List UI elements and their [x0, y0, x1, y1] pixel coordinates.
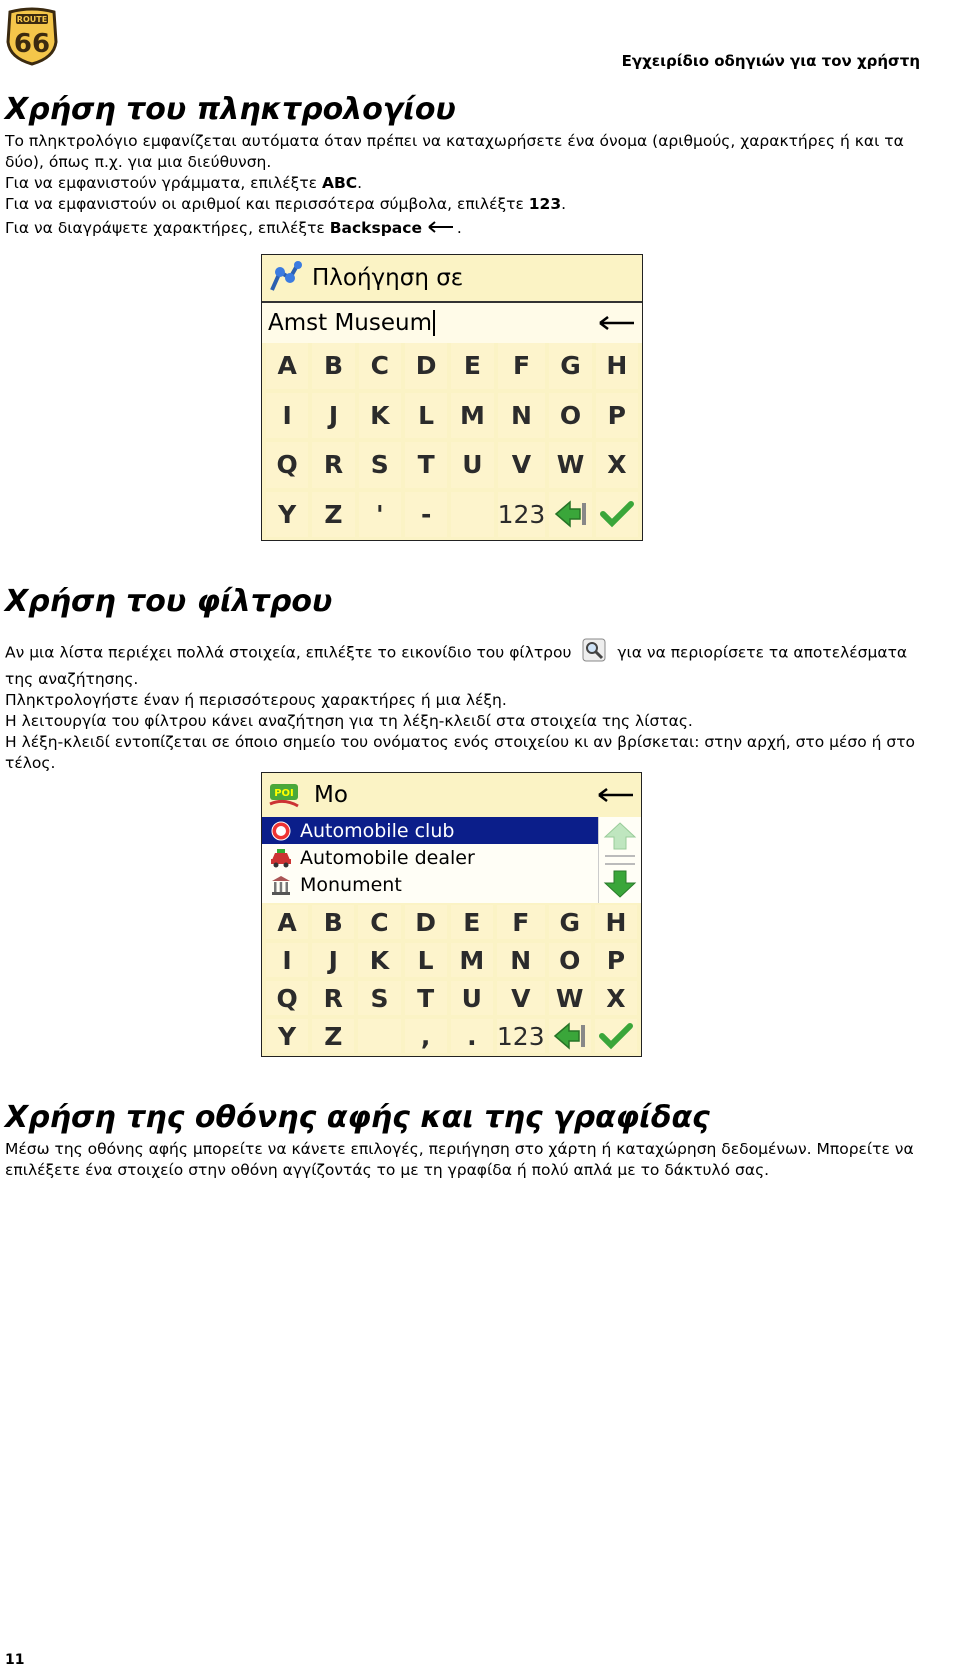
s1-paragraph-3: Για να εμφανιστούν οι αριθμοί και περισσότερα σύμβολα, επιλέξτε 123. [5, 195, 567, 213]
screen1-input-row [262, 303, 642, 343]
numbers-key[interactable]: 123 [498, 492, 546, 538]
key-h[interactable]: H [595, 905, 637, 939]
key-p[interactable]: P [595, 943, 637, 977]
screen1-input[interactable]: Amst Museum [262, 310, 435, 337]
s1-paragraph-4: Για να διαγράψετε χαρακτήρες, επιλέξτε Backspace . [5, 219, 462, 237]
key-c[interactable]: C [359, 343, 401, 389]
key-a[interactable]: A [266, 343, 308, 389]
heading-keyboard: Χρήση του πληκτρολογίου [5, 92, 456, 127]
key-i[interactable]: I [266, 393, 308, 439]
key-symbol[interactable]: - [405, 492, 447, 538]
key-b[interactable]: B [312, 905, 354, 939]
s1-paragraph-2: Για να εμφανιστούν γράμματα, επιλέξτε ABC. [5, 174, 363, 192]
key-v[interactable]: V [497, 981, 545, 1015]
key-t[interactable]: T [405, 442, 447, 488]
numbers-key[interactable]: 123 [497, 1019, 545, 1053]
key-k[interactable]: K [359, 393, 401, 439]
abc-back-key[interactable] [549, 1019, 591, 1053]
s2-paragraph-2: Πληκτρολογήστε έναν ή περισσότερους χαρακτήρες ή μια λέξη. [5, 691, 507, 709]
key-d[interactable]: D [405, 343, 447, 389]
screen2-input-row [262, 773, 641, 819]
filter-screen [261, 772, 642, 1057]
section1-text [5, 131, 920, 239]
s2-paragraph-1: Αν μια λίστα περιέχει πολλά στοιχεία, επιλέξτε το εικονίδιο του φίλτρου για να περιορίσετε τα αποτελέσματα της αναζήτησης. [5, 637, 920, 690]
key-m[interactable]: M [451, 943, 493, 977]
key-s[interactable]: S [359, 442, 401, 488]
key-h[interactable]: H [596, 343, 638, 389]
abc-back-key[interactable] [549, 492, 591, 538]
key-t[interactable]: T [405, 981, 447, 1015]
key-symbol[interactable]: ' [359, 492, 401, 538]
svg-text:ROUTE: ROUTE [16, 15, 48, 24]
key-q[interactable]: Q [266, 442, 308, 488]
list-scrollbar[interactable] [598, 817, 641, 903]
key-k[interactable]: K [358, 943, 400, 977]
filter-icon [576, 637, 612, 669]
s3-paragraph-1: Μέσω της οθόνης αφής μπορείτε να κάνετε επιλογές, περιήγηση στο χάρτη ή καταχώρηση δεδομένων. Μπορείτε να επιλέξετε ένα στοιχείο στην οθόνη αγγίζοντάς το με τη γραφίδα ή πολύ απλά με το δάκτυλό σας. [5, 1140, 914, 1179]
list-item[interactable]: Monument [262, 871, 598, 898]
key-j[interactable]: J [312, 943, 354, 977]
key-n[interactable]: N [498, 393, 546, 439]
screen1-keyboard [266, 343, 638, 537]
key-q[interactable]: Q [266, 981, 308, 1015]
key-o[interactable]: O [549, 393, 591, 439]
svg-text:POI: POI [274, 788, 294, 799]
route66-logo [4, 6, 60, 66]
key-w[interactable]: W [549, 442, 591, 488]
key-n[interactable]: N [497, 943, 545, 977]
monument-icon [268, 874, 294, 896]
backspace-inline-icon [427, 218, 457, 239]
key-z[interactable]: Z [312, 492, 354, 538]
key-a[interactable]: A [266, 905, 308, 939]
key-v[interactable]: V [498, 442, 546, 488]
key-e[interactable]: E [451, 343, 493, 389]
confirm-key[interactable] [595, 1019, 637, 1053]
key-f[interactable]: F [498, 343, 546, 389]
screen2-input[interactable]: Mo [314, 782, 348, 808]
scroll-down-icon[interactable] [603, 869, 637, 903]
section2-text [5, 637, 920, 774]
backspace-button-2[interactable] [595, 780, 637, 810]
key-e[interactable]: E [451, 905, 493, 939]
key-w[interactable]: W [549, 981, 591, 1015]
key-x[interactable]: X [596, 442, 638, 488]
s2-paragraph-4: Η λέξη-κλειδί εντοπίζεται σε όποιο σημείο του ονόματος ενός στοιχείου κι αν βρίσκεται: στην αρχή, στο μέσο ή στο τέλος. [5, 733, 916, 772]
club-icon [268, 820, 294, 842]
navigate-icon [268, 260, 304, 296]
heading-touchscreen: Χρήση της οθόνης αφής και της γραφίδας [5, 1100, 710, 1135]
key-b[interactable]: B [312, 343, 354, 389]
key-symbol[interactable]: , [405, 1019, 447, 1053]
key-u[interactable]: U [451, 442, 493, 488]
list-item[interactable]: Automobile dealer [262, 844, 598, 871]
key-y[interactable]: Y [266, 1019, 308, 1053]
key-m[interactable]: M [451, 393, 493, 439]
key-c[interactable]: C [358, 905, 400, 939]
key-z[interactable]: Z [312, 1019, 354, 1053]
screen1-titlebar [262, 255, 642, 303]
key-p[interactable]: P [596, 393, 638, 439]
list-item[interactable]: Automobile club [262, 817, 598, 844]
key-l[interactable]: L [405, 943, 447, 977]
key-x[interactable]: X [595, 981, 637, 1015]
s2-paragraph-3: Η λειτουργία του φίλτρου κάνει αναζήτηση για τη λέξη-κλειδί στα στοιχεία της λίστας. [5, 712, 693, 730]
key-r[interactable]: R [312, 442, 354, 488]
svg-text:66: 66 [13, 29, 51, 59]
screen2-keyboard [266, 905, 637, 1053]
key-y[interactable]: Y [266, 492, 308, 538]
key-u[interactable]: U [451, 981, 493, 1015]
heading-filter: Χρήση του φίλτρου [5, 584, 333, 619]
scroll-up-icon[interactable] [603, 821, 637, 855]
keyboard-screen [261, 254, 643, 541]
scroll-thumb[interactable] [605, 855, 635, 865]
key-j[interactable]: J [312, 393, 354, 439]
key-s[interactable]: S [358, 981, 400, 1015]
section3-text [5, 1139, 920, 1181]
poi-icon [266, 780, 302, 810]
key-l[interactable]: L [405, 393, 447, 439]
backspace-button[interactable] [596, 308, 638, 338]
confirm-key[interactable] [596, 492, 638, 538]
results-list [262, 817, 598, 903]
empty-key [451, 492, 493, 538]
key-o[interactable]: O [549, 943, 591, 977]
key-symbol[interactable]: . [451, 1019, 493, 1053]
key-d[interactable]: D [405, 905, 447, 939]
key-g[interactable]: G [549, 905, 591, 939]
car-dealer-icon [268, 847, 294, 869]
key-i[interactable]: I [266, 943, 308, 977]
key-f[interactable]: F [497, 905, 545, 939]
s1-paragraph-1: Το πληκτρολόγιο εμφανίζεται αυτόματα όταν πρέπει να καταχωρήσετε ένα όνομα (αριθμούς, χαρακτήρες ή και τα δύο), όπως π.χ. για μια διεύθυνση. [5, 132, 904, 171]
empty-key [358, 1019, 400, 1053]
key-g[interactable]: G [549, 343, 591, 389]
key-r[interactable]: R [312, 981, 354, 1015]
page-number: 11 [5, 1652, 25, 1668]
screen1-title: Πλοήγηση σε [312, 265, 464, 291]
manual-title: Εγχειρίδιο οδηγιών για τον χρήστη [621, 52, 920, 70]
